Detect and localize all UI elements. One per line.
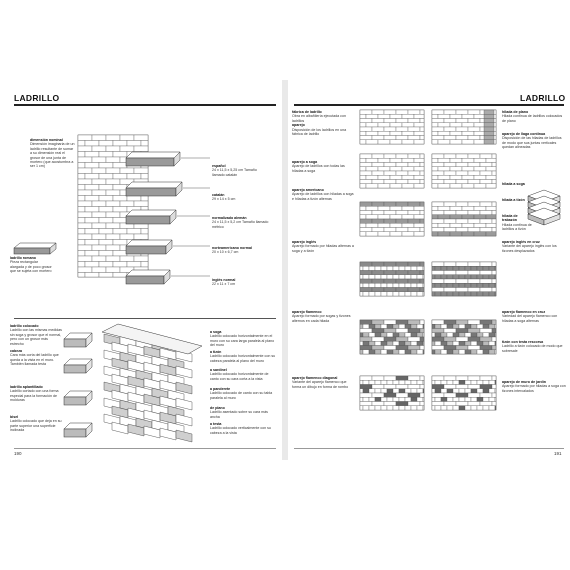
- bond-pattern-right: [432, 262, 496, 296]
- page-title: LADRILLO: [14, 93, 60, 103]
- caption-flamenco-diagonal: aparejo flamenco diagonal Variante del aparejo flamenco que forma un dibujo en forma de rombo: [292, 376, 349, 389]
- size-aleman: normalizado alemán 24 x 11,5 x 5,2 cm Tamaño llamado métrico: [212, 216, 269, 229]
- brick-sizes-illustration: [118, 138, 208, 278]
- brick-size-sample: [126, 210, 210, 224]
- page-number: 190: [14, 451, 22, 456]
- caption-hilada-tizon: hilada a tizón: [502, 198, 525, 202]
- caption-llaga-continua: aparejo de llaga continua Disposición de las hiladas de ladrillos de modo que sus juntas verticales quedan alineadas: [502, 132, 562, 150]
- brick-size-sample: [126, 152, 210, 166]
- caption-dimension-nominal: dimensión nominal Dimensión imaginaria de un ladrillo resultante de sumar a su dimensión real el grosor de una junta de mortero (que acostumbra a ser 1 cm): [30, 138, 75, 169]
- caption-aparejo-ingles: aparejo inglés Aparejo formado por hiladas alternas a soga y a tizón: [292, 240, 354, 253]
- caption-tizon-testa: tizón con testa rescorsa Ladrillo a tizón colocado de modo que sobresale: [502, 340, 563, 353]
- brick-detail-drawings: [60, 325, 100, 460]
- caption-aparejo-soga: aparejo a soga Aparejo de ladrillos con todas las hiladas a soga: [292, 160, 345, 173]
- footer-rule: [14, 448, 276, 449]
- caption-flamenco-cruz: aparejo flamenco en cruz Variedad del aparejo flamenco con hiladas a soga alternas: [502, 310, 558, 323]
- caption-a-soga: a soga Ladrillo colocado horizontalmente en el muro con su cara larga paralela al plano del muro: [210, 330, 275, 348]
- page-number: 191: [554, 451, 562, 456]
- brick-size-sample: [126, 240, 210, 254]
- caption-ingles-cruz: aparejo inglés en cruz Variante del aparejo inglés con los tizones desplazados: [502, 240, 557, 253]
- size-ingles: inglés normal 22 x 11 x 7 cm: [212, 278, 236, 287]
- size-catalan: catalán 29 x 14 x 5 cm: [212, 193, 236, 202]
- caption-a-tizon: a tizón Ladrillo colocado horizontalmente con su cabeza paralela al plano del muro: [210, 350, 276, 363]
- bond-pattern-right: [432, 202, 496, 236]
- caption-a-testa: a testa Ladrillo colocado verticalmente con su cabeza a la vista: [210, 422, 271, 435]
- bond-pattern-left: [360, 320, 424, 354]
- stack-bond-strip: [484, 110, 494, 144]
- caption-cabeza: cabeza Cara más corta del ladrillo que queda a la vista en el muro. También llamada testa: [10, 349, 59, 367]
- caption-de-plano: de plano Ladrillo asentado sobre su cara más ancha: [210, 406, 268, 419]
- bond-pattern-right: [432, 320, 496, 354]
- bond-pattern-right: [432, 154, 496, 188]
- bond-pattern-left: [360, 110, 424, 144]
- size-norteamericano: norteamericano normal 20 x 10 x 6,7 cm: [212, 246, 252, 255]
- page-title: LADRILLO: [520, 93, 566, 103]
- section-divider: [14, 318, 276, 319]
- caption-a-sardinel: a sardinel Ladrillo colocado horizontalmente de canto con su cara corta a la vista: [210, 368, 269, 381]
- footer-rule: [294, 448, 564, 449]
- caption-trabazon: hilada de trabazón Hilada continua de ladrillos a tizón: [502, 214, 532, 232]
- caption-ladrillo-colocado: ladrillo colocado Ladrillo con las mismas medidas sin soga y grosor que el normal, pero con un grosor más estrecho: [10, 324, 62, 346]
- caption-aparejo-flamenco: aparejo flamenco Aparejo formado por sogas y tizones alternos en cada hilada: [292, 310, 351, 323]
- bond-pattern-left: [360, 154, 424, 188]
- brick-bond-patterns: [360, 110, 500, 450]
- caption-a-panderete: a panderete Ladrillo colocado de canto con su tabla paralela al muro: [210, 387, 273, 400]
- bond-pattern-right: [432, 376, 496, 410]
- caption-ladrillo-romano: ladrillo romano Pieza rectangular alargada y de poco grosor que se sujeta con mortero: [10, 256, 52, 274]
- left-page: [0, 80, 282, 460]
- book-spread: [0, 80, 570, 460]
- brick-corner-drawing: [526, 186, 570, 226]
- header-rule: [14, 104, 276, 106]
- bond-pattern-left: [360, 202, 424, 236]
- header-rule: [294, 104, 564, 106]
- bond-pattern-left: [360, 262, 424, 296]
- isometric-brick-wall: [98, 320, 208, 450]
- size-espanol: español 24 x 11,5 x 5,25 cm Tamaño llamado catalán: [212, 164, 257, 177]
- caption-aplantillado: ladrillo aplantillado Ladrillo cortado con una forma especial para la formación de molduras: [10, 385, 59, 403]
- right-page: [288, 80, 570, 460]
- caption-hilada-soga: hilada a soga: [502, 182, 525, 186]
- brick-size-sample: [126, 270, 210, 284]
- caption-hilada-plano: hilada de plano Hilada continua de ladrillos colocados de plano: [502, 110, 563, 123]
- bond-pattern-left: [360, 376, 424, 410]
- caption-muro-jardin: aparejo de muro de jardín Aparejo formado por hiladas a soga con tizones intercalados: [502, 380, 566, 393]
- brick-size-sample: [126, 182, 210, 196]
- caption-aparejo-americano: aparejo americano Aparejo de ladrillos con hiladas a soga e hiladas a tizón alternas: [292, 188, 354, 201]
- caption-fabrica: fábrica de ladrillo Obra en albañilería ejecutada con ladrillos aparejo Disposición de los ladrillos en una fábrica de ladrillo: [292, 110, 347, 137]
- caption-bisel: bisel Ladrillo colocado que deja en su parte superior una superficie inclinada: [10, 415, 62, 433]
- roman-brick-drawing: [10, 240, 60, 258]
